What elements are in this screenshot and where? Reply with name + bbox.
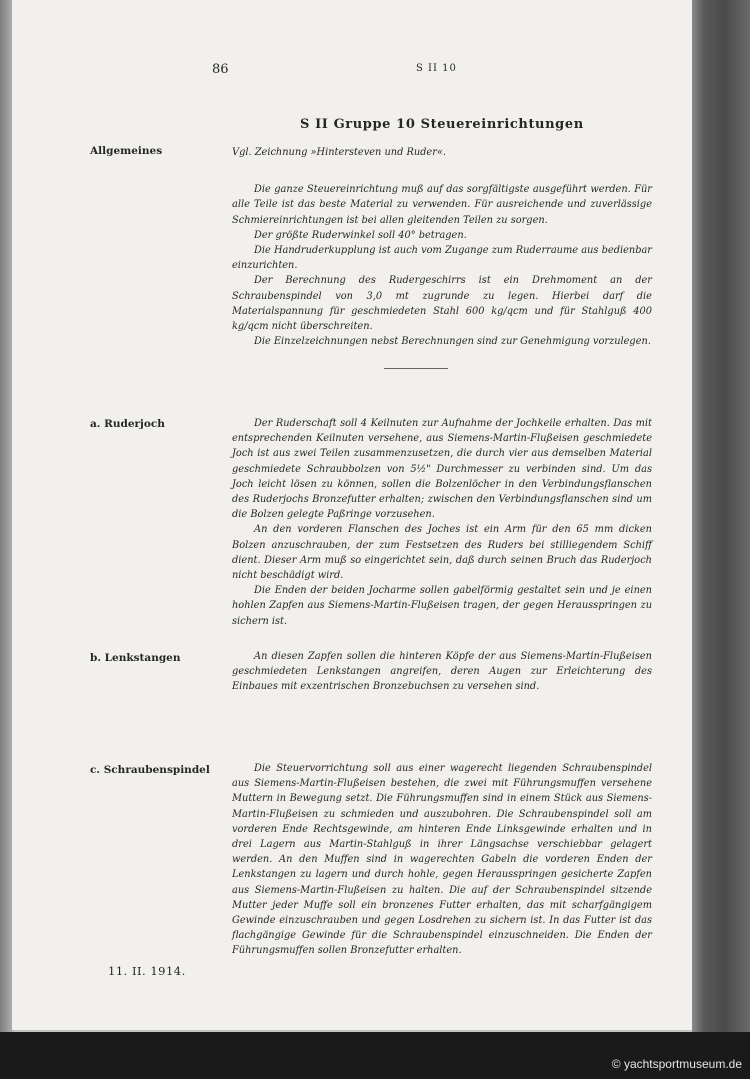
paragraph: Der größte Ruderwinkel soll 40° betragen. [254,229,467,241]
page-title: S II Gruppe 10 Steuereinrichtungen [300,117,584,132]
paragraph: Die Enden der beiden Jocharme sollen gabelförmig gestaltet sein und je einen hohlen Zapfen aus Siemens-Martin-Flußeisen tragen, der gegen Herausspringen zu sichern ist. [232,585,652,627]
section-divider [384,368,448,369]
page-number: 86 [212,62,229,77]
margin-label-allgemeines: Allgemeines [90,145,163,157]
section-ruderjoch [232,416,652,629]
watermark-credit: © yachtsportmuseum.de [611,1057,742,1071]
scan-bottom-band [0,1032,750,1079]
paragraph: An den vorderen Flanschen des Joches ist ein Arm für den 65 mm dicken Bolzen anzuschrauben, der zum Festsetzen des Ruders bei stilliegendem Schiff dient. Dieser Arm muß so eingerichtet sein, daß durch seinen Bruch das Ruderjoch nicht beschädigt wird. [232,524,652,582]
margin-label-schraubenspindel: c. Schraubenspindel [90,764,210,776]
section-code: S II 10 [416,63,457,74]
paragraph: Der Ruderschaft soll 4 Keilnuten zur Aufnahme der Jochkeile erhalten. Das mit entsprechenden Keilnuten versehene, aus Siemens-Martin-Flußeisen geschmiedete Joch ist aus zwei Teilen zusammenzusetzen, die durch vier aus demselben Material geschmiedete Schraubbolzen von 5½" Durchmesser zu verbinden sind. Um das Joch leicht lösen zu können, sollen die Bolzenlöcher in den Verbindungsflanschen des Ruderjochs Bronzefutter erhalten; zwischen den Verbindungsflanschen sind um die Bolzen gelegte Paßringe vorzusehen. [232,418,652,521]
margin-label-ruderjoch: a. Ruderjoch [90,418,165,430]
page-edge-shadow [692,0,750,1032]
paragraph: Vgl. Zeichnung »Hintersteven und Ruder«. [232,147,447,158]
paragraph: Die Handruderkupplung ist auch vom Zugange zum Ruderraume aus bedienbar einzurichten. [232,245,652,272]
margin-label-lenkstangen: b. Lenkstangen [90,652,181,664]
section-allgemeines [232,145,652,349]
section-lenkstangen [232,649,652,695]
paragraph: Die ganze Steuereinrichtung muß auf das sorgfältigste ausgeführt werden. Für alle Teile ist das beste Material zu verwenden. Für ausreichende und zuverlässige Schmiereinrichtungen ist bei allen gleitenden Teilen zu sorgen. [232,184,652,226]
document-date: 11. II. 1914. [108,964,186,978]
section-schraubenspindel [232,761,652,959]
paragraph: An diesen Zapfen sollen die hinteren Köpfe der aus Siemens-Martin-Flußeisen geschmiedeten Lenkstangen angreifen, deren Augen zur Erleichterung des Einbaues mit exzentrischen Bronzebuchsen zu versehen sind. [232,651,652,693]
paragraph: Der Berechnung des Rudergeschirrs ist ein Drehmoment an der Schraubenspindel von 3,0 mt zugrunde zu legen. Hierbei darf die Materialspannung für geschmiedeten Stahl 600 kg/qcm und für Stahlguß 400 kg/qcm nicht überschreiten. [232,275,652,333]
paragraph: Die Einzelzeichnungen nebst Berechnungen sind zur Genehmigung vorzulegen. [254,336,651,348]
paragraph: Die Steuervorrichtung soll aus einer wagerecht liegenden Schraubenspindel aus Siemens-Martin-Flußeisen bestehen, die zwei mit Führungsmuffen versehene Muttern in Bewegung setzt. Die Führungsmuffen sind in einem Stück aus Siemens-Martin-Flußeisen zu schmieden und auszubohren. Die Schraubenspindel soll am vorderen Ende Rechtsgewinde, am hinteren Ende Linksgewinde erhalten und in drei Lagern aus Martin-Stahlguß in ihrer Längsachse verschiebbar gelagert werden. An den Muffen sind in wagerechten Gabeln die vorderen Enden der Lenkstangen zu lagern und durch hohle, gegen Herausspringen gesicherte Zapfen aus Siemens-Martin-Flußeisen zu halten. Die auf der Schraubenspindel sitzende Mutter jeder Muffe soll ein bronzenes Futter erhalten, das mit scharfgängigem Gewinde einzuschrauben und gegen Losdrehen zu sichern ist. In das Futter ist das flachgängige Gewinde für die Schraubenspindel einzuschneiden. Die Enden der Führungsmuffen sollen Bronzefutter erhalten. [232,763,652,957]
